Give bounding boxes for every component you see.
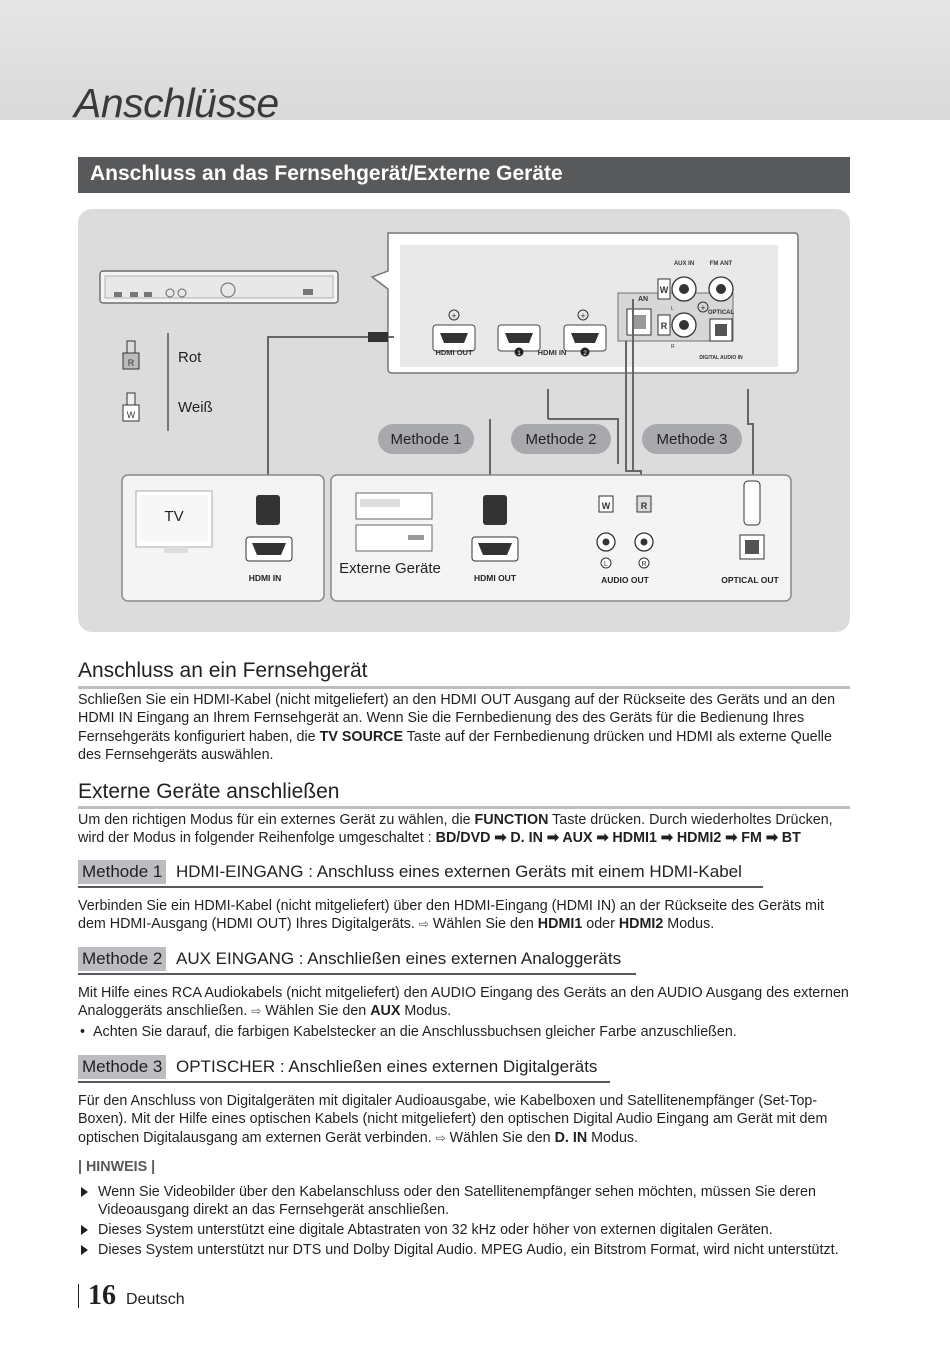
arrow-right-icon: ⇨ — [251, 1004, 262, 1019]
svg-text:+: + — [700, 303, 706, 313]
tv-box — [122, 475, 324, 601]
panel-aux-l-small: L — [671, 306, 674, 312]
legend-white-label: Weiß — [178, 399, 213, 416]
method-3-title: OPTISCHER : Anschließen eines externen Digitalgeräts — [176, 1057, 598, 1076]
note-item: Dieses System unterstützt nur DTS und Dolby Digital Audio. MPEG Audio, ein Bitstrom Format, wird nicht unterstützt. — [78, 1241, 858, 1259]
tv-hdmi-in-label: HDMI IN — [248, 573, 282, 583]
method-2-title: AUX EINGANG : Anschließen eines externen Analoggeräts — [176, 949, 622, 968]
arrow-right-icon: ⇨ — [435, 1130, 446, 1145]
notes-heading: | HINWEIS | — [78, 1159, 156, 1175]
diagram-svg — [78, 209, 850, 632]
panel-optical: OPTICAL — [707, 310, 735, 316]
footer-divider — [78, 1284, 79, 1308]
method-1-title: HDMI-EINGANG : Anschluss eines externen Geräts mit einem HDMI-Kabel — [176, 862, 742, 881]
jack-r-label: R — [641, 561, 647, 568]
legend-red-label: Rot — [178, 349, 202, 366]
method-2-header — [78, 947, 636, 972]
panel-hdmi-out-label: HDMI OUT — [435, 348, 473, 357]
page-number: 16 — [88, 1280, 116, 1311]
mode-sequence: BD/DVD ➡ D. IN ➡ AUX ➡ HDMI1 ➡ HDMI2 ➡ FM ➡ BT — [435, 830, 801, 847]
external-devices-label: Externe Geräte — [339, 560, 441, 577]
method-2-bullet: • Achten Sie darauf, die farbigen Kabelstecker an die Anschlussbuchsen gleicher Farbe anzuschließen. — [80, 1024, 737, 1040]
method-1-text: Verbinden Sie ein HDMI-Kabel (nicht mitgeliefert) über den HDMI-Eingang (HDMI IN) an der Rückseite des Geräts mit dem HDMI-Ausgang (HDMI OUT) Ihres Digitalgeräts. ⇨ Wählen Sie den HDMI1 oder HDMI2 Modus. — [78, 898, 825, 933]
panel-hdmi-in-label: HDMI IN — [537, 348, 567, 357]
bullet-icon: • — [80, 1024, 86, 1040]
main-unit-icon — [100, 271, 338, 303]
ext-optical-out-label: OPTICAL OUT — [721, 575, 779, 585]
plug-w-label: W — [601, 501, 611, 511]
ext-hdmi-out-label: HDMI OUT — [473, 573, 517, 583]
note-item: Wenn Sie Videobilder über den Kabelanschluss oder den Satellitenempfänger sehen möchten, müssen Sie deren Videoausgang direkt an das Fernsehgerät anschließen. — [78, 1183, 858, 1220]
panel-aux-r-small: R — [671, 344, 675, 350]
section-title: Anschluss an das Fernsehgerät/Externe Geräte — [90, 162, 563, 185]
note-item: Dieses System unterstützt eine digitale Abtastraten von 32 kHz oder höher von externen digitalen Geräten. — [78, 1221, 858, 1239]
tv-section-paragraph: Schließen Sie ein HDMI-Kabel (nicht mitgeliefert) an den HDMI OUT Ausgang auf der Rückseite des Geräts und an den HDMI IN Eingang an Ihrem Fernsehgerät an. Wenn Sie die Fernbedienung des des Geräts für die Bedienung Ihres Fernsehgeräts konfiguriert haben, die TV SOURCE Taste auf der Fernbedienung drücken und HDMI als externe Quelle des Fernsehgeräts auswählen. — [78, 692, 836, 763]
rear-panel — [372, 233, 798, 373]
panel-an: AN — [638, 296, 649, 303]
method-2-pill-label: Methode 2 — [525, 431, 597, 448]
method-2-text: Mit Hilfe eines RCA Audiokabels (nicht mitgeliefert) den AUDIO Eingang des Geräts an den AUDIO Ausgang des externen Analoggeräts anschließen. ⇨ Wählen Sie den AUX Modus. — [78, 985, 849, 1020]
ext-section-rule — [78, 806, 850, 809]
chapter-title: Anschlüsse — [74, 80, 279, 126]
legend-red-symbol: R — [127, 358, 135, 368]
triangle-bullet-icon — [81, 1225, 88, 1235]
method-pills — [378, 424, 742, 454]
external-devices-box — [331, 475, 791, 601]
svg-text:+: + — [451, 311, 457, 321]
tv-section-heading: Anschluss an ein Fernsehgerät — [78, 659, 368, 682]
panel-aux-w: W — [659, 285, 669, 295]
legend-white-symbol: W — [126, 410, 136, 420]
method-3-pill-label: Methode 3 — [656, 431, 728, 448]
panel-hdmi-in-2: 2 — [583, 350, 587, 357]
tv-section-rule — [78, 686, 850, 689]
tv-label: TV — [164, 508, 184, 525]
ext-audio-out-label: AUDIO OUT — [601, 575, 649, 585]
panel-aux-in: AUX IN — [673, 261, 695, 267]
arrow-right-icon: ⇨ — [418, 917, 429, 932]
triangle-bullet-icon — [81, 1245, 88, 1255]
ext-section-paragraph: Um den richtigen Modus für ein externes Gerät zu wählen, die FUNCTION Taste drücken. Durch wiederholtes Drücken, wird der Modus in folgender Reihenfolge umgeschaltet : BD/DVD ➡ D. IN ➡ AUX ➡ HDMI1 ➡ HDMI2 ➡ FM ➡ BT — [78, 812, 833, 847]
panel-fm-ant: FM ANT — [709, 261, 733, 267]
jack-l-label: L — [604, 561, 608, 568]
plug-r-label: R — [640, 501, 648, 511]
panel-digital-audio-in: DIGITAL AUDIO IN — [699, 355, 743, 361]
footer-language: Deutsch — [126, 1291, 185, 1308]
method-3-header — [78, 1055, 610, 1080]
triangle-bullet-icon — [81, 1187, 88, 1197]
method-1-pill-label: Methode 1 — [390, 431, 462, 448]
method-3-tag: Methode 3 — [78, 1055, 166, 1079]
panel-aux-r: R — [660, 321, 668, 331]
connection-diagram — [78, 209, 850, 632]
method-2-tag: Methode 2 — [78, 947, 166, 971]
ext-section-heading: Externe Geräte anschließen — [78, 780, 340, 803]
section-title-bar — [78, 157, 850, 193]
panel-hdmi-in-1: 1 — [517, 350, 521, 357]
method-1-header — [78, 860, 763, 885]
legend — [123, 333, 213, 431]
method-3-text: Für den Anschluss von Digitalgeräten mit digitaler Audioausgabe, wie Kabelboxen und Satellitenempfänger (Set-Top-Boxen). Mit der Hilfe eines optischen Kabels (nicht mitgeliefert) den optischen Digital Audio Eingang am Gerät mit dem optischen Digitalausgang am externen Gerät verbinden. ⇨ Wählen Sie den D. IN Modus. — [78, 1093, 828, 1146]
svg-text:+: + — [580, 311, 586, 321]
method-1-tag: Methode 1 — [78, 860, 166, 884]
